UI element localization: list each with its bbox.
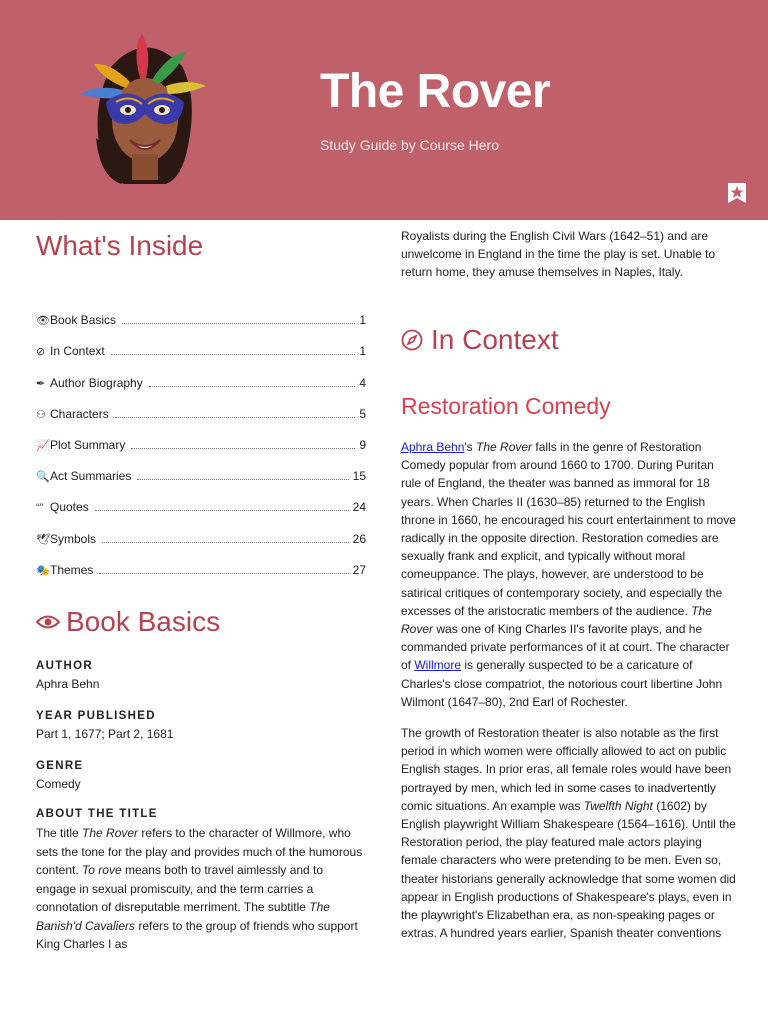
year-label: YEAR PUBLISHED — [36, 710, 156, 722]
quote-icon: “” — [36, 502, 44, 515]
compass-icon — [401, 329, 423, 351]
toc-item-symbols[interactable] — [36, 514, 366, 545]
book-basics-title: Book Basics — [66, 606, 221, 637]
toc-item-label: Characters — [50, 406, 109, 421]
toc-item-themes[interactable] — [36, 546, 366, 577]
toc-item-plot-summary[interactable] — [36, 421, 366, 452]
toc-dot-leader — [137, 479, 348, 480]
genre-block — [36, 760, 366, 791]
toc-item-page: 26 — [352, 531, 366, 546]
book-basics-heading — [36, 606, 220, 638]
course-hero-star-icon — [728, 183, 746, 203]
toc-dot-leader — [102, 542, 349, 543]
toc-item-label: Quotes — [50, 500, 89, 515]
text-run: The growth of Restoration theater is also notable as the first period in which women were officially allowed to act on public English stages. In prior eras, all female roles would have been portrayed by men, which led in some cases to inadvertently comic situations. An example was — [401, 726, 732, 813]
about-title-block — [36, 808, 366, 820]
genre-value: Comedy — [36, 777, 81, 791]
toc-item-page: 9 — [359, 437, 366, 452]
italic-title: The Rover — [82, 826, 139, 840]
toc-item-label: In Context — [50, 344, 105, 359]
toc-item-act-summaries[interactable] — [36, 452, 366, 483]
restoration-paragraph-2 — [401, 724, 736, 942]
toc-item-in-context[interactable] — [36, 327, 366, 358]
author-value: Aphra Behn — [36, 677, 100, 691]
eye-icon: 👁 — [36, 315, 50, 328]
eye-icon — [36, 614, 60, 630]
text-run: The title — [36, 826, 83, 840]
toc-item-label: Plot Summary — [50, 437, 126, 452]
year-value: Part 1, 1677; Part 2, 1681 — [36, 727, 174, 741]
toc-dot-leader — [99, 573, 348, 574]
masked-woman-illustration — [70, 28, 220, 188]
text-run: refers to the group of friends who support King Charles I as — [36, 918, 358, 951]
toc-item-page: 1 — [359, 344, 366, 359]
toc-dot-leader — [115, 417, 356, 418]
aphra-behn-link[interactable]: Aphra Behn — [401, 440, 465, 454]
compass-icon: ⊘ — [36, 346, 46, 359]
text-run: (1602) by English playwright William Shakespeare (1564–1616). Until the Restoration period, the play featured male actors playing female characters who were pretending to be men. Even so, theater historians generally acknowledge that some women did appear in English productions of Shakespeare's plays, even in the playwright's Elizabethan era, as non-speaking pages or extras. A hundred years earlier, Spanish theater conventions — [401, 798, 736, 941]
italic-title: The Rover — [476, 440, 533, 454]
toc-dot-leader — [95, 510, 349, 511]
toc-dot-leader — [149, 386, 356, 387]
genre-label: GENRE — [36, 760, 84, 772]
toc-item-author-biography[interactable] — [36, 358, 366, 389]
in-context-title: In Context — [431, 324, 559, 355]
toc-dot-leader — [111, 354, 356, 355]
toc-item-label: Act Summaries — [50, 469, 132, 484]
author-label: AUTHOR — [36, 660, 93, 672]
toc-dot-leader — [131, 448, 355, 449]
text-run: refers to the character of Willmore, who sets the tone for the play and provides much of the humorous content. — [36, 826, 363, 877]
pen-nib-icon: ✒ — [36, 377, 46, 390]
about-title-paragraph — [36, 824, 366, 954]
toc-item-label: Themes — [50, 562, 94, 577]
italic-subtitle: The Banish'd Cavaliers — [36, 900, 330, 933]
toc-item-label: Author Biography — [50, 375, 143, 390]
toc-item-characters[interactable] — [36, 390, 366, 421]
about-title-label: ABOUT THE TITLE — [36, 808, 158, 820]
italic-term: To rove — [82, 863, 122, 877]
toc-item-page: 5 — [359, 406, 366, 421]
toc-item-page: 24 — [352, 500, 366, 515]
text-run: 's — [464, 440, 477, 454]
willmore-link[interactable]: Willmore — [414, 658, 462, 673]
text-run: means both to travel aimlessly and to engage in sexual promiscuity, and the term carries a connotation of disreputable merriment. The subtitle — [36, 863, 324, 914]
toc-item-page: 1 — [359, 313, 366, 328]
toc-item-page: 15 — [352, 469, 366, 484]
people-icon: ⚇ — [36, 408, 46, 421]
page-subtitle: Study Guide by Course Hero — [320, 137, 499, 153]
table-of-contents — [36, 296, 366, 577]
author-block — [36, 660, 366, 691]
bird-icon: 🕊 — [36, 533, 50, 546]
masks-icon: 🎭 — [36, 564, 50, 577]
toc-dot-leader — [122, 323, 355, 324]
toc-item-quotes[interactable] — [36, 483, 366, 514]
restoration-paragraph-1 — [401, 438, 736, 711]
year-block — [36, 710, 366, 741]
restoration-comedy-heading: Restoration Comedy — [401, 393, 611, 419]
magnifier-icon: 🔍 — [36, 471, 50, 484]
in-context-heading — [401, 324, 559, 356]
page-title: The Rover — [320, 65, 551, 118]
text-run: is generally suspected to be a caricature of Charles's close compatriot, the notorious court libertine John Wilmont (1647–80), 2nd Earl of Rochester. — [401, 658, 723, 709]
toc-item-page: 27 — [352, 562, 366, 577]
continued-paragraph: Royalists during the English Civil Wars (1642–51) and are unwelcome in England in the time the play is set. Unable to return home, they amuse themselves in Naples, Italy. — [401, 229, 716, 280]
header-banner — [0, 0, 768, 220]
toc-item-label: Book Basics — [50, 313, 117, 328]
italic-title: The Rover — [401, 603, 712, 637]
toc-item-book-basics[interactable] — [36, 296, 366, 327]
chart-line-icon: 📈 — [36, 439, 50, 452]
whats-inside-heading: What's Inside — [36, 230, 204, 261]
toc-item-page: 4 — [359, 375, 366, 390]
text-run: was one of King Charles II's favorite plays, and he commanded private performances of it at court. The character of — [401, 622, 730, 673]
text-run: falls in the genre of Restoration Comedy popular from around 1660 to 1700. During Puritan rule of England, the theater was banned as immoral for 18 years. When Charles II (1630–85) returned to the English throne in 1660, he encouraged his court entertainment to move radically in the opposite direction. Restoration comedies are sexually frank and explicit, and typically without moral comeuppance. The plays, however, are understood to be satirical critiques of contemporary society, and especially the excesses of the aristocratic members of the audience. — [401, 440, 736, 618]
toc-item-label: Symbols — [50, 531, 97, 546]
italic-title: Twelfth Night — [583, 798, 653, 813]
